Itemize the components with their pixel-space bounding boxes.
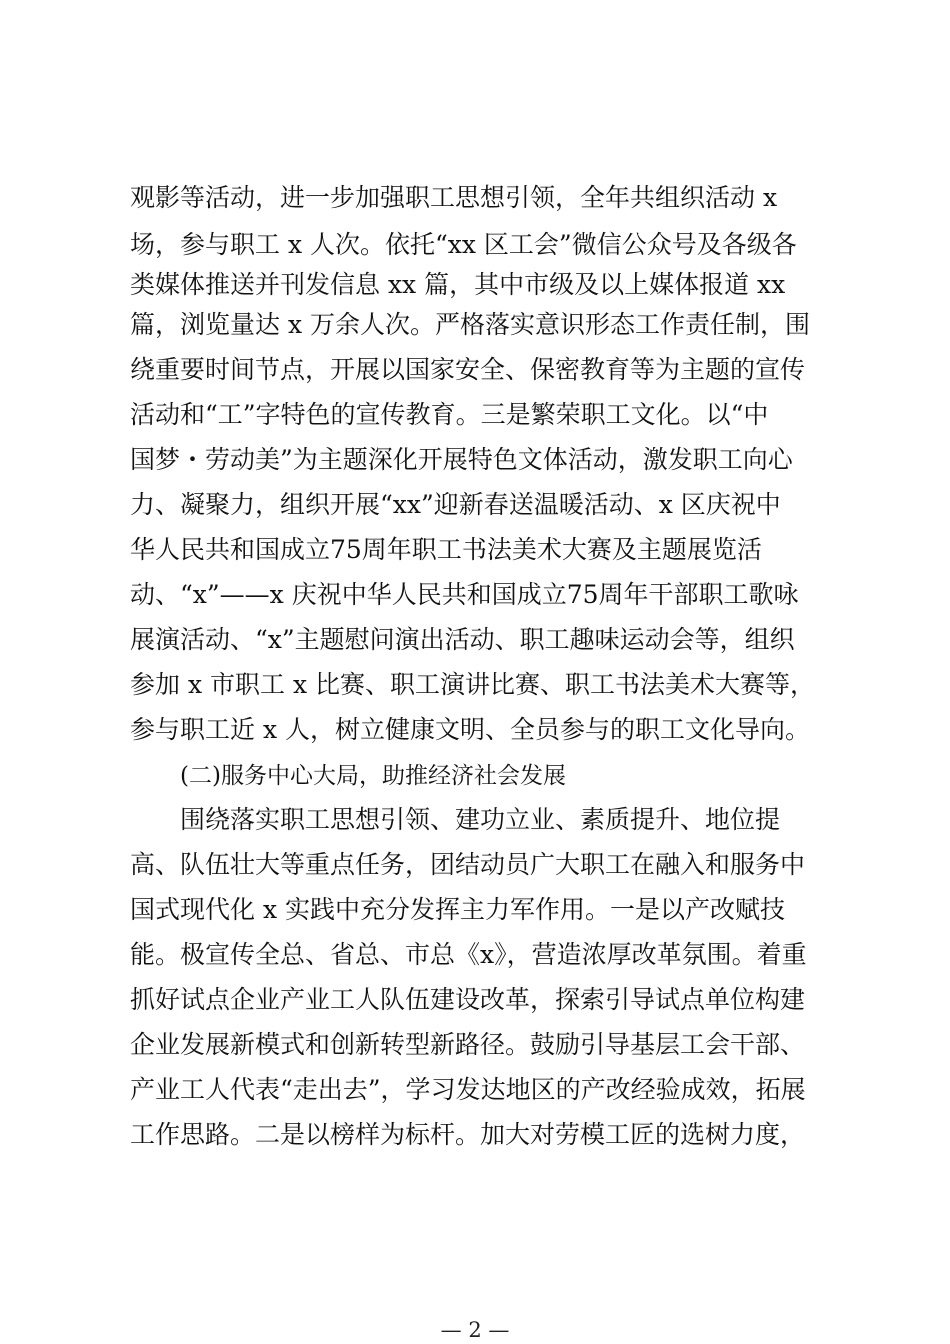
paragraph-line: 参与职工近 x 人，树立健康文明、全员参与的职工文化导向。 <box>130 715 810 744</box>
paragraph-line: 参加 x 市职工 x 比赛、职工演讲比赛、职工书法美术大赛等， <box>130 670 815 699</box>
paragraph-line: 华人民共和国成立75周年职工书法美术大赛及主题展览活 <box>130 535 762 564</box>
paragraph-line: 围绕落实职工思想引领、建功立业、素质提升、地位提 <box>180 805 781 834</box>
paragraph-line: 企业发展新模式和创新转型新路径。鼓励引导基层工会干部、 <box>130 1030 806 1059</box>
paragraph-line: 类媒体推送并刊发信息 xx 篇，其中市级及以上媒体报道 xx <box>130 270 786 299</box>
paragraph-line: 场，参与职工 x 人次。依托“xx 区工会”微信公众号及各级各 <box>130 230 797 259</box>
paragraph-line: 篇，浏览量达 x 万余人次。严格落实意识形态工作责任制，围 <box>130 310 810 339</box>
paragraph-line: 动、“x”——x 庆祝中华人民共和国成立75周年干部职工歌咏 <box>130 580 799 609</box>
paragraph-line: 产业工人代表“走出去”，学习发达地区的产改经验成效，拓展 <box>130 1075 806 1104</box>
paragraph-line: 抓好试点企业产业工人队伍建设改革，探索引导试点单位构建 <box>130 985 806 1014</box>
paragraph-line: 力、凝聚力，组织开展“xx”迎新春送温暖活动、x 区庆祝中 <box>130 490 781 519</box>
paragraph-line: 工作思路。二是以榜样为标杆。加大对劳模工匠的选树力度， <box>130 1120 806 1149</box>
page-number: — 2 — <box>440 1318 510 1342</box>
paragraph-line: 观影等活动，进一步加强职工思想引领，全年共组织活动 x <box>130 183 778 212</box>
paragraph-line: 国式现代化 x 实践中充分发挥主力军作用。一是以产改赋技 <box>130 895 785 924</box>
paragraph-line: 高、队伍壮大等重点任务，团结动员广大职工在融入和服务中 <box>130 850 806 879</box>
paragraph-line: 绕重要时间节点，开展以国家安全、保密教育等为主题的宣传 <box>130 355 806 384</box>
paragraph-line: 活动和“工”字特色的宣传教育。三是繁荣职工文化。以“中 <box>130 400 769 429</box>
paragraph-line: 展演活动、“x”主题慰问演出活动、职工趣味运动会等，组织 <box>130 625 795 654</box>
paragraph-line: 能。极宣传全总、省总、市总《x》，营造浓厚改革氛围。着重 <box>130 940 807 969</box>
section-heading: (二)服务中心大局，助推经济社会发展 <box>180 763 566 789</box>
paragraph-line: 国梦・劳动美”为主题深化开展特色文体活动，激发职工向心 <box>130 445 793 474</box>
